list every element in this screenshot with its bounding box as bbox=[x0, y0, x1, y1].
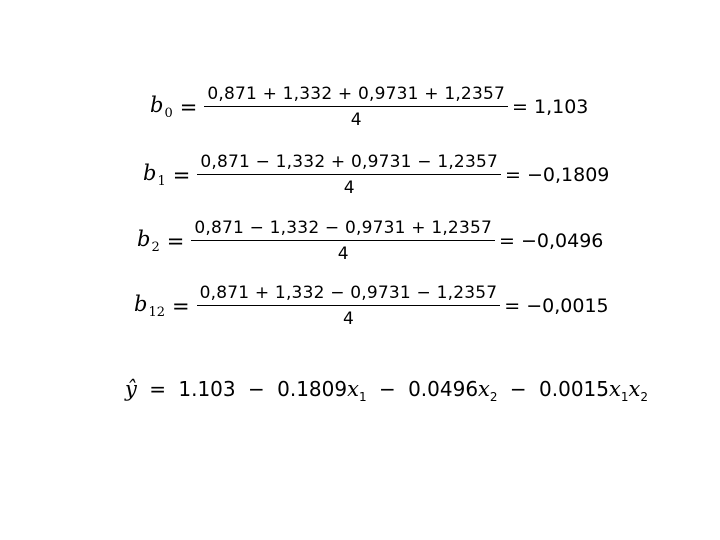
intercept-value: 1.103 bbox=[178, 377, 236, 401]
variable-subscript: 1 bbox=[358, 390, 367, 404]
equation-b0 bbox=[150, 84, 588, 130]
fraction bbox=[191, 218, 495, 264]
numerator: 0,871 − 1,332 − 0,9731 + 1,2357 bbox=[191, 218, 495, 241]
variable: x bbox=[347, 377, 359, 401]
equation-b2 bbox=[137, 218, 603, 264]
equation-b1 bbox=[143, 152, 609, 198]
fraction bbox=[197, 152, 501, 198]
denominator: 4 bbox=[343, 178, 355, 198]
numerator: 0,871 + 1,332 − 0,9731 − 1,2357 bbox=[197, 283, 501, 306]
coefficient-value: 0.1809 bbox=[277, 377, 348, 401]
equals-sign: = bbox=[149, 377, 166, 401]
symbol-letter: b bbox=[150, 93, 164, 117]
fraction bbox=[204, 84, 508, 130]
denominator: 4 bbox=[337, 244, 349, 264]
symbol-subscript: 12 bbox=[148, 305, 165, 320]
coefficient-symbol bbox=[137, 227, 160, 255]
symbol-letter: b bbox=[143, 161, 157, 185]
variable-subscript: 2 bbox=[640, 390, 648, 404]
symbol-letter: b bbox=[134, 292, 148, 316]
coefficient-symbol bbox=[143, 161, 166, 189]
variable: x bbox=[628, 377, 641, 401]
equation-b12 bbox=[134, 283, 609, 329]
symbol-subscript: 1 bbox=[157, 174, 166, 189]
result: = −0,1809 bbox=[505, 164, 610, 186]
regression-equation bbox=[125, 377, 648, 404]
denominator: 4 bbox=[343, 309, 354, 329]
equals-sign: = bbox=[172, 294, 190, 318]
equals-sign: = bbox=[179, 95, 198, 119]
equals-sign: = bbox=[172, 163, 191, 187]
variable: x bbox=[478, 377, 490, 401]
operator: − bbox=[509, 377, 527, 401]
symbol-subscript: 0 bbox=[164, 106, 173, 121]
coefficient-value: 0.0015 bbox=[539, 377, 609, 401]
coefficient-symbol bbox=[134, 292, 165, 320]
operator: − bbox=[247, 377, 265, 401]
symbol-subscript: 2 bbox=[151, 240, 160, 255]
variable-subscript: 1 bbox=[620, 390, 629, 404]
denominator: 4 bbox=[350, 110, 362, 130]
result: = 1,103 bbox=[512, 96, 589, 118]
numerator: 0,871 − 1,332 + 0,9731 − 1,2357 bbox=[197, 152, 501, 175]
equals-sign: = bbox=[166, 229, 185, 253]
coefficient-value: 0.0496 bbox=[408, 377, 479, 401]
fraction bbox=[197, 283, 501, 329]
result: = −0,0496 bbox=[499, 230, 604, 252]
result: = −0,0015 bbox=[504, 295, 609, 317]
y-hat: ŷ bbox=[125, 377, 137, 401]
variable-subscript: 2 bbox=[489, 390, 498, 404]
variable: x bbox=[609, 377, 621, 401]
numerator: 0,871 + 1,332 + 0,9731 + 1,2357 bbox=[204, 84, 508, 107]
operator: − bbox=[378, 377, 396, 401]
coefficient-symbol bbox=[150, 93, 173, 121]
symbol-letter: b bbox=[137, 227, 151, 251]
